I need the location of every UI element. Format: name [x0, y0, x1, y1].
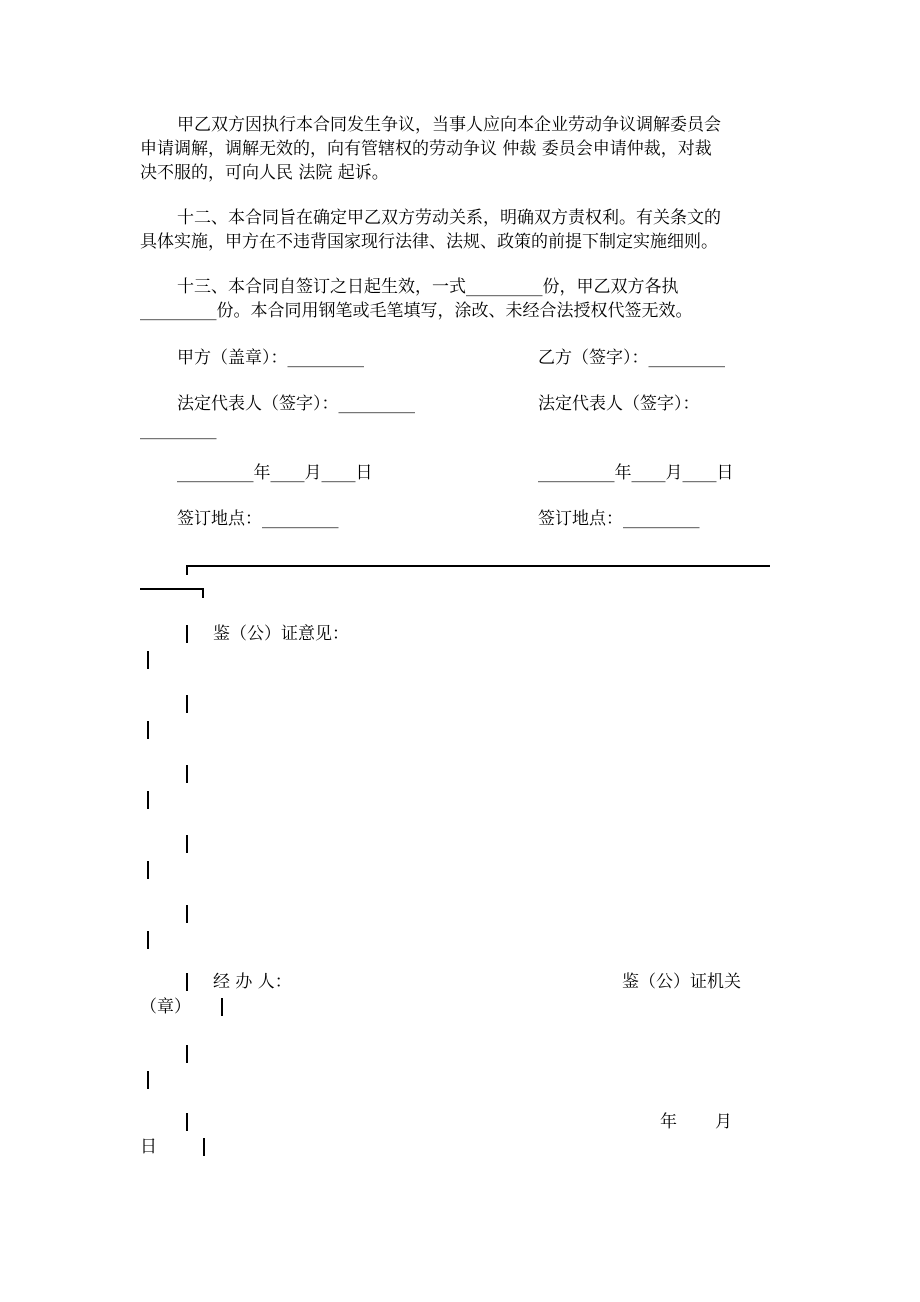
date-a: _________年____月____日 [177, 463, 373, 483]
box-top-left-corner [186, 565, 188, 575]
box-top-right-corner [202, 588, 204, 598]
legal-rep-b: 法定代表人（签字）： [538, 394, 700, 414]
opinion-label: 鉴（公）证意见： [213, 624, 349, 644]
box-top-rule [186, 565, 770, 567]
box-left-border [186, 765, 188, 783]
box-left-border [186, 835, 188, 853]
legal-rep-a: 法定代表人（签字）：_________ [177, 394, 415, 414]
box-right-border [147, 651, 149, 669]
legal-rep-a-wrap: _________ [140, 420, 217, 440]
seal-label: （章） [140, 997, 191, 1017]
box-left-border [186, 905, 188, 923]
box-right-border [147, 1071, 149, 1089]
date-b: _________年____月____日 [538, 463, 734, 483]
box-right-border [147, 721, 149, 739]
clause-12-line-2: 具体实施，甲方在不违背国家现行法律、法规、政策的前提下制定实施细则。 [140, 232, 718, 252]
signing-place-a: 签订地点：_________ [177, 509, 339, 529]
handler-label: 经 办 人： [213, 972, 292, 992]
box-left-border [186, 695, 188, 713]
authority-label: 鉴（公）证机关 [622, 972, 741, 992]
box-left-border [186, 625, 188, 643]
clause-13-line-1: 十三、本合同自签订之日起生效，一式_________份，甲乙双方各执 [177, 277, 679, 297]
box-right-border [147, 931, 149, 949]
box-right-border [221, 998, 223, 1016]
day-label: 日 [140, 1137, 157, 1157]
year-label: 年 [660, 1112, 677, 1132]
clause-13-line-2: _________份。本合同用钢笔或毛笔填写，涂改、未经合法授权代签无效。 [140, 301, 693, 321]
clause-12-line-1: 十二、本合同旨在确定甲乙双方劳动关系，明确双方责权利。有关条文的 [177, 208, 721, 228]
dispute-line-2: 申请调解，调解无效的，向有管辖权的劳动争议 仲裁 委员会申请仲裁，对裁 [140, 139, 712, 159]
party-b-sign: 乙方（签字）：_________ [538, 348, 725, 368]
box-left-border [186, 1113, 188, 1131]
party-a-seal: 甲方（盖章）：_________ [177, 348, 364, 368]
box-top-rule-wrap [140, 588, 204, 590]
box-right-border [147, 861, 149, 879]
box-right-border [203, 1138, 205, 1156]
signing-place-b: 签订地点：_________ [538, 509, 700, 529]
month-label: 月 [715, 1112, 732, 1132]
box-left-border [186, 1045, 188, 1063]
box-left-border [186, 973, 188, 991]
dispute-line-1: 甲乙双方因执行本合同发生争议，当事人应向本企业劳动争议调解委员会 [177, 115, 721, 135]
box-right-border [147, 791, 149, 809]
dispute-line-3: 决不服的，可向人民 法院 起诉。 [140, 163, 389, 183]
